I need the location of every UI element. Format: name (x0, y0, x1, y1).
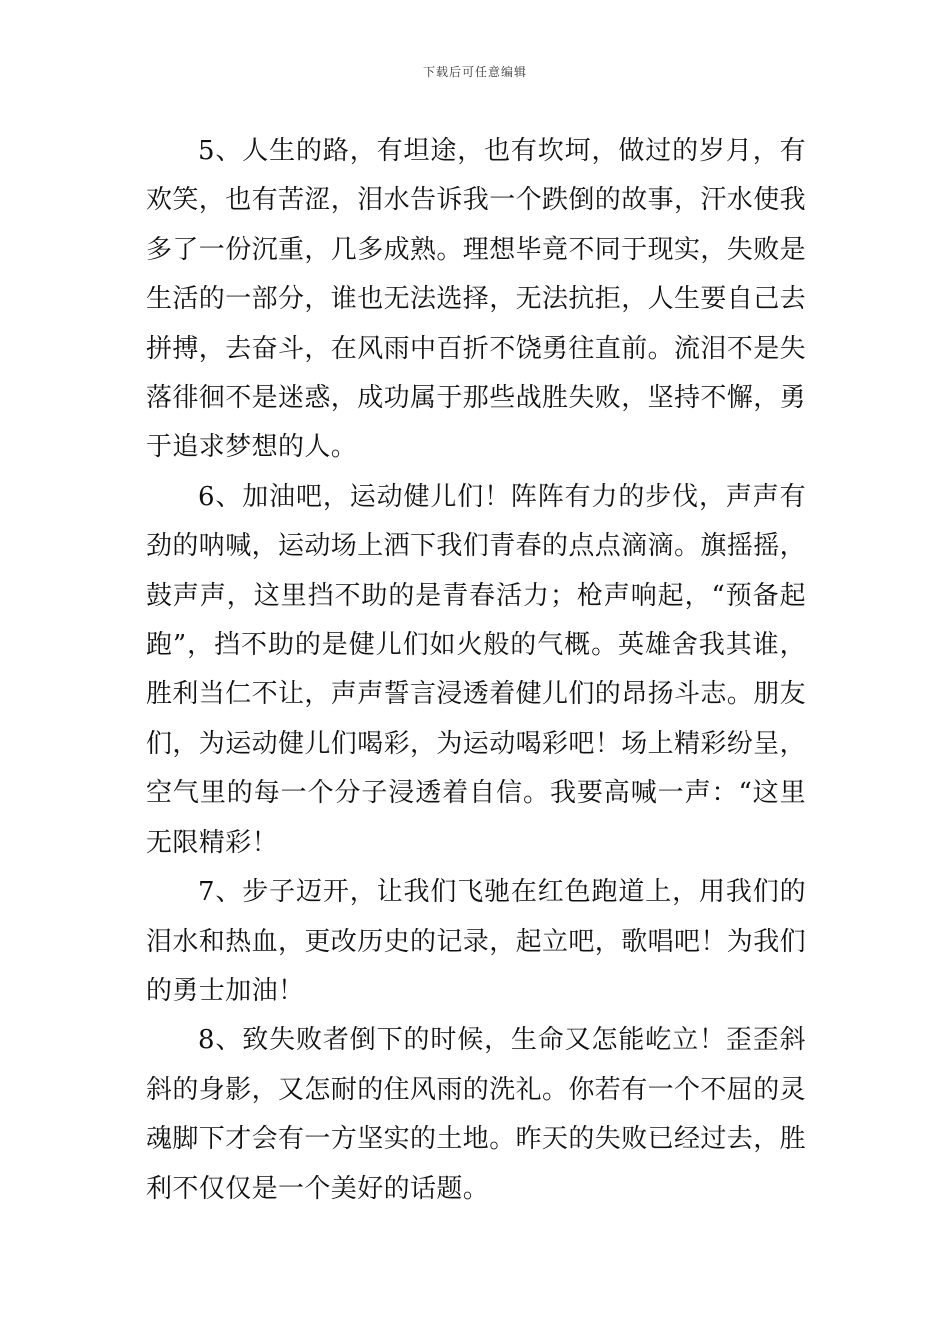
document-body (146, 127, 806, 1214)
paragraph-7: 7、步子迈开，让我们飞驰在红色跑道上，用我们的泪水和热血，更改历史的记录，起立吧，歌唱吧！为我们的勇士加油！ (146, 877, 807, 1006)
paragraph-8: 8、致失败者倒下的时候，生命又怎能屹立！歪歪斜斜的身影，又怎耐的住风雨的洗礼。你若有一个不屈的灵魂脚下才会有一方坚实的土地。昨天的失败已经过去，胜利不仅仅是一个美好的话题。 (146, 1025, 807, 1204)
paragraph-5: 5、人生的路，有坦途，也有坎坷，做过的岁月，有欢笑，也有苦涩，泪水告诉我一个跌倒的故事，汗水使我多了一份沉重，几多成熟。理想毕竟不同于现实，失败是生活的一部分，谁也无法选择，无法抗拒，人生要自己去拼搏，去奋斗，在风雨中百折不饶勇往直前。流泪不是失落徘徊不是迷惑，成功属于那些战胜失败，坚持不懈，勇于追求梦想的人。 (146, 136, 807, 463)
header-note: 下载后可任意编辑 (422, 65, 527, 79)
paragraph-6: 6、加油吧，运动健儿们！阵阵有力的步伐，声声有劲的呐喊，运动场上洒下我们青春的点点滴滴。旗摇摇，鼓声声，这里挡不助的是青春活力；枪声响起，“预备起跑”，挡不助的是健儿们如火般的气概。英雄舍我其谁，胜利当仁不让，声声誓言浸透着健儿们的昂扬斗志。朋友们，为运动健儿们喝彩，为运动喝彩吧！场上精彩纷呈，空气里的每一个分子浸透着自信。我要高喊一声：“这里无限精彩！ (146, 481, 807, 858)
